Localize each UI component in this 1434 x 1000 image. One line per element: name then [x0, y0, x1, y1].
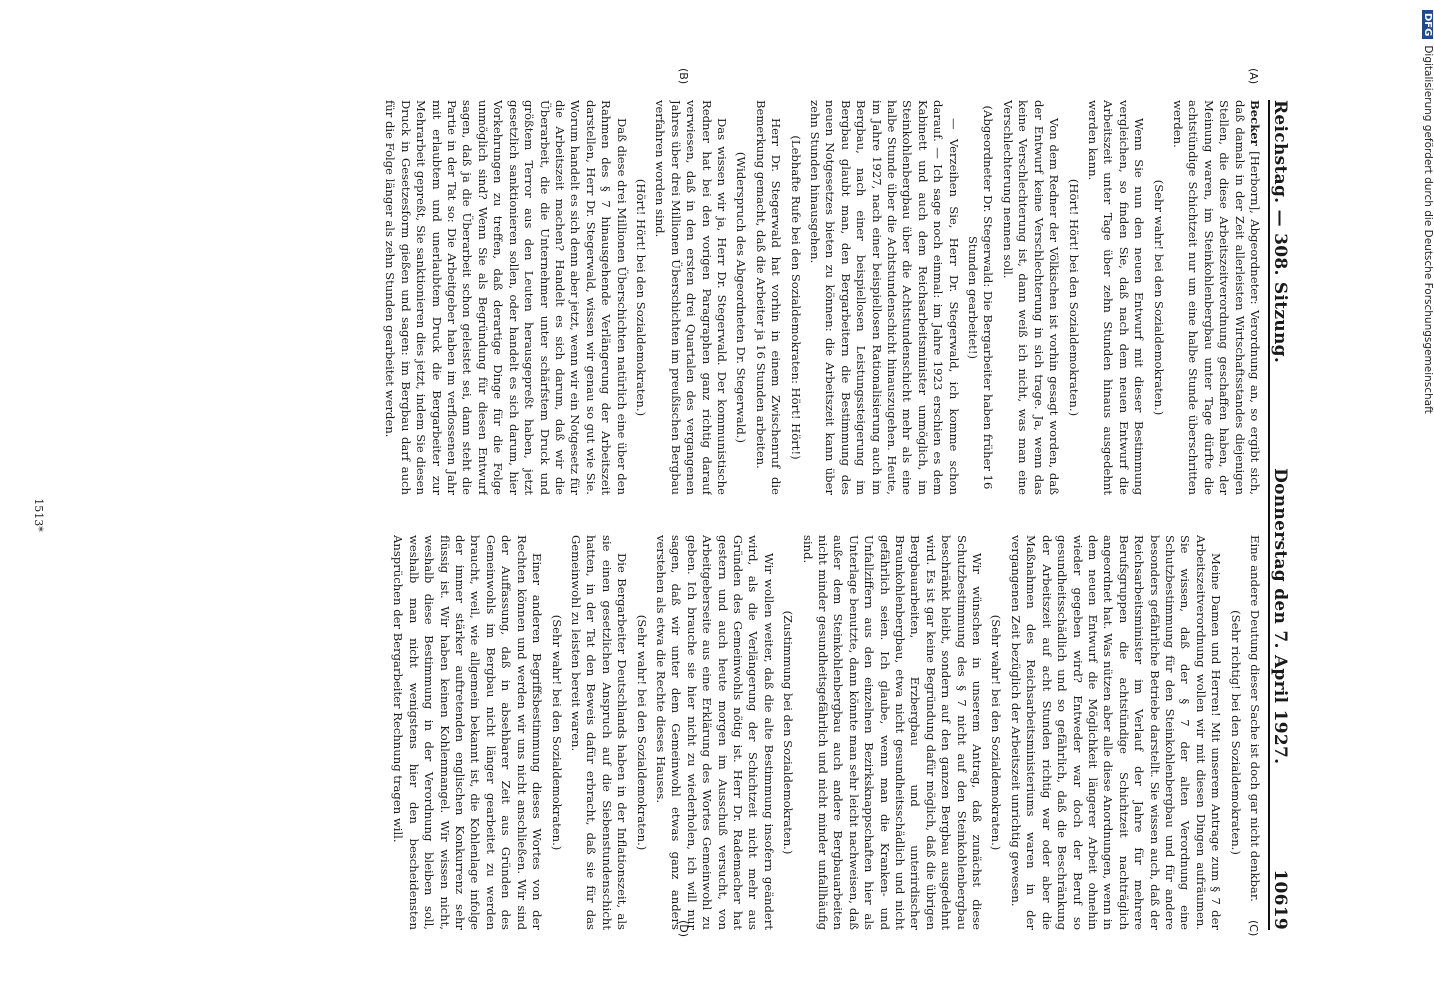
- left-interjection-6: (Hört! Hört! bei den Sozialdemokraten.): [633, 178, 648, 417]
- document-page: [32, 68, 1300, 940]
- right-column: [62, 535, 1262, 930]
- left-interjection-4: (Lebhafte Rufe bei den Sozialdemokraten: Hört! Hört!): [788, 135, 803, 460]
- right-paragraph-3: Wir wünschen in unserem Antrag, daß zunächst diese Schutzbestimmung des § 7 nicht auf den Steinkohlenbergbau beschränkt bleibt, sondern auf den ganzen Bergbau ausgedehnt wird. Es ist gar keine Begründung dafür möglich, daß die übrigen Bergbauarbeiten, Erzbergbau und unterirdischer Braunkohlenbergbau, etwa nicht gesundheitsschädlich und nicht gefährlich seien. Ich glaube, wenn man die Kranken- und Unfallziffern aus den einzelnen Bezirksknappschaften hier als Unterlage benutzte, dann könnte man sehr leicht nachweisen, daß außer dem Steinkohlenbergbau auch andere Bergbauarbeiten nicht minder gesundheitsgefährlich und nicht minder unfallhäufig sind.: [800, 535, 985, 930]
- right-paragraph-1: Eine andere Deutung dieser Sache ist doch gar nicht denkbar.: [1248, 535, 1262, 902]
- dfg-logo: DFG: [1422, 10, 1433, 39]
- digitization-credit-text: Digitalisierung gefördert durch die Deutsche Forschungsgemeinschaft: [1422, 45, 1434, 414]
- margin-marker-b: (B): [677, 68, 690, 85]
- page-footer: [32, 90, 45, 940]
- margin-marker-c: (C): [1247, 920, 1260, 937]
- left-paragraph-3: Von dem Redner der Völkischen ist vorhin gesagt worden, daß der Entwurf keine Verschlechterung in sich trage. Ja, wenn das keine Verschlechterung ist, dann weiß ich nicht, was man eine Verschlechterung nennen soll.: [1000, 100, 1062, 495]
- page-header: [1268, 100, 1300, 930]
- right-interjection-1: (Sehr richtig! bei den Sozialdemokraten.): [1228, 610, 1243, 855]
- margin-marker-d: (D): [677, 920, 690, 938]
- right-interjection-2: (Sehr wahr! bei den Sozialdemokraten.): [989, 614, 1004, 851]
- digitization-credit: [1422, 10, 1434, 830]
- header-date: Donnerstag den 7. April 1927.: [1270, 468, 1290, 765]
- left-interjection-1: (Sehr wahr! bei den Sozialdemokraten.): [1151, 179, 1166, 416]
- right-interjection-4: (Sehr wahr! bei den Sozialdemokraten.): [634, 614, 649, 851]
- header-session: Reichstag. — 308. Sitzung.: [1270, 100, 1290, 364]
- right-paragraph-6: Einer anderen Begriffsbestimmung dieses Wortes von der Rechten können und werden wir uns nicht anschließen. Wir sind der Auffassung, daß in absehbarer Zeit aus Gründen des Gemeinwohls im Bergbau nicht länger gearbeitet zu werden braucht, weil, wie allgemein bekannt ist, die Kohlenlage infolge der immer stärker auftretenden englischen Konkurrenz sehr flüssig ist. Wir haben keinen Kohlenmangel. Wir wissen nicht, weshalb diese Bestimmung in der Verordnung bleiben soll, weshalb man nicht wenigstens hier den bescheidensten Ansprüchen der Bergarbeiter Rechnung tragen will.: [391, 535, 545, 930]
- speaker-name: Becker: [1248, 100, 1262, 146]
- right-interjection-5: (Sehr wahr! bei den Sozialdemokraten.): [549, 614, 564, 851]
- left-paragraph-2: Wenn Sie nun den neuen Entwurf mit dieser Bestimmung vergleichen, so finden Sie, daß nach dem neuen Entwurf die Arbeitszeit unter Tage über zehn Stunden hinaus ausgedehnt werden kann.: [1085, 100, 1147, 495]
- left-paragraph-5: Herr Dr. Stegerwald hat vorhin in einem Zwischenruf die Bemerkung gemacht, daß die Arbeiter ja 16 Stunden arbeiten.: [753, 100, 784, 495]
- right-paragraph-4: Wir wollen weiter, daß die alte Bestimmung insofern geändert wird, als die Verlängerung der Schichtzeit nicht mehr aus Gründen des Gemeinwohls nötig ist. Herr Dr. Rademacher hat gestern und auch heute morgen im Ausschuß versucht, von Arbeitgeberseite aus eine Erklärung des Wortes Gemeinwohl zu geben. Ich brauche sie hier nicht zu wiederholen, ich will nur sagen, daß wir unter dem Gemeinwohl etwas ganz anders verstehen als etwa die Rechte dieses Hauses.: [653, 535, 776, 930]
- left-paragraph-6: Das wissen wir ja, Herr Dr. Stegerwald. Der kommunistische Redner hat bei den vorigen Paragraphen ganz richtig darauf verwiesen, daß in den ersten drei Quartalen des vergangenen Jahres über drei Millionen Überschichten im preußischen Bergbau verfahren worden sind.: [653, 100, 729, 495]
- left-paragraph-1: Becker [Herborn], Abgeordneter: Verordnung an, so ergibt sich, daß damals in der Zeit allerleisten Wirtschaftsstandes diejenigen Stellen, die diese Arbeitszeitverordnung geschaffen haben, der Meinung waren, im Steinkohlenbergbau unter Tage dürfte die achtstündige Schichtzeit nur um eine halbe Stunde überschritten werden.: [1170, 100, 1262, 495]
- right-paragraph-2: Meine Damen und Herren! Mit unserem Antrage zum § 7 der Arbeitszeitverordnung wollen wir mit diesen Dingen aufräumen. Sie wissen, daß der § 7 der alten Verordnung eine Schutzbestimmung für den Steinkohlenbergbau und für andere besonders gefährliche Betriebe darstellt. Sie wissen auch, daß der Reichsarbeitsminister im Verlauf der Jahre für mehrere Berufsgruppen die achtstündige Schichtzeit nachträglich angeordnet hat. Was nützen aber alle diese Anordnungen, wenn in dem neuen Entwurf die Möglichkeit längerer Arbeit ohnehin wieder gegeben wird? Entweder war doch der Beruf so gesundheitsschädlich und so gefährlich, daß die Beschränkung der Arbeitszeit auf acht Stunden richtig war oder aber die Maßnahmen des Reichsarbeitsministeriums waren in der vergangenen Zeit bezüglich der Arbeitszeit unrichtig gewesen.: [1008, 535, 1224, 930]
- left-paragraph-4: — Verzeihen Sie, Herr Dr. Stegerwald, ich komme schon darauf. — Ich sage noch einmal: im Jahre 1923 erschien es dem Kabinett und auch dem Reichsarbeitsminister unmöglich, im Steinkohlenbergbau über die Achtstundenschicht mehr als eine halbe Stunde über die Achtstundenschicht hinauszugehen. Heute, im Jahre 1927, nach einer beispiellosen Rationalisierung auch im Bergbau, nach einer beispiellosen Leistungssteigerung im Bergbau glaubt man, den Bergarbeitern die Bestimmung des neuen Notgesetzes bieten zu können: die Arbeitszeit kann über zehn Stunden hinausgehen.: [808, 100, 961, 495]
- left-column: [62, 100, 1262, 495]
- left-interjection-5: (Widerspruch des Abgeordneten Dr. Stegerwald.): [734, 151, 749, 444]
- right-interjection-3: (Zustimmung bei den Sozialdemokraten.): [781, 610, 796, 855]
- left-interjection-2: (Hört! Hört! bei den Sozialdemokraten.): [1066, 178, 1081, 417]
- left-paragraph-7: Daß diese drei Millionen Überschichten natürlich eine über den Rahmen des § 7 hinausgehende Verlängerung der Arbeitszeit darstellen, Herr Dr. Stegerwald, wissen wir genau so gut wie Sie. Worum handelt es sich denn aber jetzt, wenn wir ein Notgesetz für die Arbeitszeit machen? Handelt es sich darum, daß wir die Überarbeit, die die Unternehmer unter schärfstem Druck und größtem Terror aus den Leuten herausgepreßt haben, jetzt gesetzlich sanktionieren sollen, oder handelt es sich darum, hier Vorkehrungen zu treffen, daß derartige Dinge für die Folge unmöglich sind? Wenn Sie als Begründung für diesen Entwurf sagen, daß ja die Überarbeit schon geleistet sei, dann steht die Partie in der Tat so: Die Arbeitgeber haben im verflossenen Jahr mit erlaubtem und unerlaubtem Druck die Bergarbeiter zur Mehrarbeit gepreßt, Sie sanktionieren dies jetzt, indem Sie diesen Druck in Gesetzesform gießen und sagen: im Bergbau darf auch für die Folge länger als zehn Stunden gearbeitet werden.: [383, 100, 629, 495]
- left-interjection-3: (Abgeordneter Dr. Stegerwald: Die Bergarbeiter haben früher 16 Stunden gearbeitet!): [966, 105, 996, 490]
- right-paragraph-5: Die Bergarbeiter Deutschlands haben in der Inflationszeit, als sie einen gesetzlichen Anspruch auf die Siebenstundenschicht hatten, in der Tat den Beweis dafür erbracht, daß sie für das Gemeinwohl zu leisten bereit waren.: [568, 535, 630, 930]
- header-page-number: 10619: [1270, 869, 1290, 930]
- sheet-number: 1513*: [32, 498, 45, 532]
- margin-marker-a: (A): [1247, 68, 1260, 85]
